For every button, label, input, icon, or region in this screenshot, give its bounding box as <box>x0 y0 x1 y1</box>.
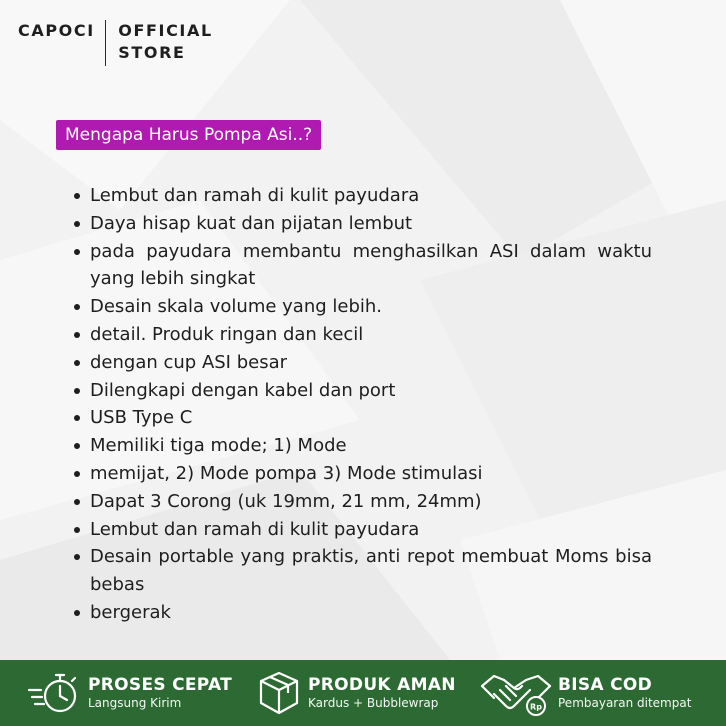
list-item: dengan cup ASI besar <box>90 349 652 377</box>
brand-divider <box>105 20 107 66</box>
list-item: detail. Produk ringan dan kecil <box>90 321 652 349</box>
list-item: Memiliki tiga mode; 1) Mode <box>90 432 652 460</box>
feature-title: BISA COD <box>558 675 653 695</box>
list-item: memijat, 2) Mode pompa 3) Mode stimulasi <box>90 460 652 488</box>
brand-name: CAPOCI <box>18 21 95 40</box>
list-item: bergerak <box>90 599 652 627</box>
list-item: Lembut dan ramah di kulit payudara <box>90 182 652 210</box>
feature-safe-product <box>256 660 456 726</box>
feature-fast-process <box>26 660 232 726</box>
list-item: pada payudara membantu menghasilkan ASI dalam waktu yang lebih singkat <box>90 238 652 294</box>
handshake-icon <box>480 668 552 718</box>
feature-cod <box>480 660 691 726</box>
brand-header <box>18 20 213 66</box>
feature-subtitle: Kardus + Bubblewrap <box>308 696 439 710</box>
list-item: Desain portable yang praktis, anti repot membuat Moms bisa bebas <box>90 543 652 599</box>
list-item: Desain skala volume yang lebih. <box>90 293 652 321</box>
list-item: Dapat 3 Corong (uk 19mm, 21 mm, 24mm) <box>90 488 652 516</box>
feature-title: PROSES CEPAT <box>88 675 233 695</box>
feature-title: PRODUK AMAN <box>308 675 456 695</box>
list-item: USB Type C <box>90 404 652 432</box>
feature-subtitle: Pembayaran ditempat <box>558 696 692 710</box>
brand-store-label <box>118 20 213 64</box>
footer-banner <box>0 660 726 726</box>
brand-store-line2: STORE <box>118 43 186 62</box>
section-title: Mengapa Harus Pompa Asi..? <box>56 120 321 150</box>
brand-store-line1: OFFICIAL <box>118 21 213 40</box>
list-item: Dilengkapi dengan kabel dan port <box>90 377 652 405</box>
package-icon <box>256 669 302 717</box>
feature-subtitle: Langsung Kirim <box>88 696 182 710</box>
feature-list <box>90 182 652 627</box>
stopwatch-icon <box>26 670 82 716</box>
list-item: Daya hisap kuat dan pijatan lembut <box>90 210 652 238</box>
svg-text:Rp: Rp <box>530 702 542 712</box>
list-item: Lembut dan ramah di kulit payudara <box>90 516 652 544</box>
